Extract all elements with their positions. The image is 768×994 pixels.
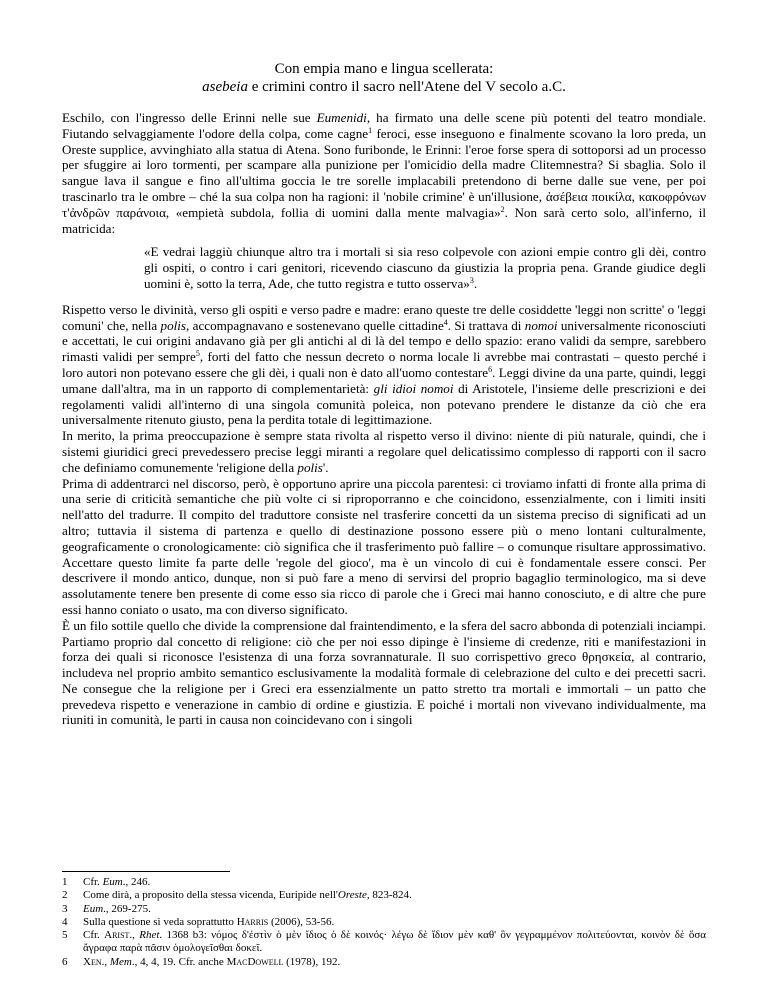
footnote-run: Come dirà, a proposito della stessa vicenda, Euripide nell' <box>83 889 338 902</box>
footnote-number: 4 <box>62 915 68 928</box>
text-run: di Aristotele, l'insieme delle prescrizioni e dei regolamenti validi all'interno di una singola comunità poleica, non potevano prendere le distanze da ciò che era universalmente ritenuto giusto, pena la perdita totale di legittimazione. <box>62 380 706 428</box>
footnote-item <box>62 929 706 956</box>
footnote-separator <box>62 871 230 872</box>
text-run: In merito, la prima preoccupazione è sempre stata rivolta al rispetto verso il divino: niente di più naturale, quindi, che i sistemi giuridici greci prevedessero precise leggi miranti a regolare quel delicatissimo complesso di rapporti con il sacro che definiamo comunemente 'religione della <box>62 428 706 475</box>
footnote-ref[interactable]: 3 <box>469 275 474 285</box>
document-title <box>62 60 706 96</box>
footnote-run: Cfr. <box>83 929 105 942</box>
footnote-run: Arist <box>104 929 130 942</box>
footnote-text <box>83 956 706 969</box>
footnote-run: Sulla questione si veda soprattutto <box>83 915 237 928</box>
footnote-run: ., 246. <box>122 876 151 888</box>
paragraph-5: È un filo sottile quello che divide la comprensione dal fraintendimento, e la sfera del sacro abbonda di potenziali inciampi. Partiamo proprio dal concetto di religione: ciò che per noi esso dipinge è l'insieme di credenze, riti e manifestazioni in forza dei quali si riconosce l'esistenza di una forza sovrannaturale. Il suo corrispettivo greco θρησκεία, al contrario, includeva nel proprio ambito semantico esclusivamente la modalità formale di celebrazione del culto e dei precetti sacri. Ne consegue che la religione per i Greci era essenzialmente un patto stretto tra mortali e immortali – un patto che prevedeva rispetto e venerazione in cambio di ordine e giustizia. E poiché i mortali non vivevano individualmente, ma riuniti in comunità, le parti in causa non coincidevano con i singoli <box>62 617 706 728</box>
footnote-number: 5 <box>62 929 68 942</box>
italic-run: polis <box>160 317 187 333</box>
paragraph-4: Prima di addentrarci nel discorso, però, è opportuno aprire una piccola parentesi: ci troviamo infatti di fronte alla prima di una serie di criticità semantiche che più volte ci si riproporranno e che coincidono, essenzialmente, con i limiti insiti nell'atto del tradurre. Il compito del traduttore consiste nel trasferire concetti da un sistema preciso di significati ad un altro; tuttavia il sistema di partenza e quello di destinazione possono essere più o meno lontani culturalmente, geograficamente o cronologicamente: ciò significa che il trasferimento può fallire – o comunque risultare approssimativo. Accettare questo limite fa parte delle 'regole del gioco', ma è un vincolo di cui è fondamentale essere consci. Per descrivere il mondo antico, dunque, non si può fare a meno di servirsi del proprio bagaglio terminologico, ma si deve assolutamente tenere ben presente di come esso sia ricco di parole che i Greci mai hanno conosciuto, e di altre che pure essi hanno coniato o usato, ma con diverso significato. <box>62 475 706 617</box>
footnote-run: Eum <box>102 876 123 888</box>
title-line-1: Con empia mano e lingua scellerata: <box>274 61 494 77</box>
footnote-run: , 823-824. <box>366 889 412 902</box>
paragraph-2 <box>62 302 706 428</box>
footnote-run: (2006), 53-56. <box>268 915 335 928</box>
italic-run: gli idioi nomoi <box>373 380 454 396</box>
paragraph-3 <box>62 428 706 475</box>
footnote-run: ., <box>129 929 140 942</box>
footnote-ref[interactable]: 4 <box>443 317 448 327</box>
footnote-number: 1 <box>62 876 68 888</box>
text-run: '. <box>322 459 329 475</box>
text-run: . <box>473 275 478 291</box>
footnote-run: Harris <box>236 915 269 928</box>
text-run: . Leggi divine da una parte, quindi, leggi umane dall'altra, ma in un rapporto di complementarietà: <box>62 364 706 396</box>
footnote-text <box>83 903 706 916</box>
footnote-text <box>83 876 706 889</box>
footnote-ref[interactable]: 1 <box>368 125 373 135</box>
footnote-run: Eum <box>83 902 104 915</box>
italic-run: nomoi <box>524 317 558 333</box>
title-line-2 <box>62 78 706 96</box>
paragraph-1 <box>62 110 706 236</box>
footnote-run: Cfr. <box>83 876 103 888</box>
footnote-item <box>62 903 706 916</box>
footnotes <box>62 876 706 969</box>
text-run: . Si trattava di <box>447 317 525 333</box>
footnote-text <box>83 916 706 929</box>
italic-run: Eumenidi <box>316 110 367 125</box>
footnote-run: . 1368 b3: νόμος δ'ἐστὶν ὁ μὲν ἴδιος ὁ δὲ κοινός· λέγω δὲ ἴδιον μὲν καθ' ὃν γεγραμμένον πολιτεύονται, κοινὸν δὲ ὅσα ἄγραφα παρὰ πᾶσιν ὁμολογεῖσθαι δοκεῖ. <box>83 929 707 955</box>
italic-run: polis <box>297 459 323 475</box>
footnote-ref[interactable]: 6 <box>488 364 493 374</box>
footnote-number: 2 <box>62 889 68 902</box>
footnote-text <box>83 889 706 902</box>
footnote-item <box>62 956 706 969</box>
footnote-ref[interactable]: 5 <box>195 349 200 359</box>
footnote-ref[interactable]: 2 <box>500 204 505 214</box>
footnote-run: Rhet <box>139 929 160 942</box>
footnote-run: Oreste <box>337 889 367 902</box>
text-run: Eschilo, con l'ingresso delle Erinni nelle sue <box>62 110 317 125</box>
text-run: Rispetto verso le divinità, verso gli ospiti e verso padre e madre: erano queste tre delle cosiddette 'leggi non scritte' o 'leggi comuni' che, nella <box>62 301 706 333</box>
footnote-run: ., <box>101 955 110 968</box>
text-run: , ha firmato una delle scene più potenti del teatro mondiale. Fiutando selvaggiamente l'odore della colpa, come cagne <box>62 110 706 141</box>
text-run: , forti del fatto che nessun decreto o norma locale li avrebbe mai contrastati – questo perché i loro autori non potevano essere che gli dèi, i quali non è dato all'uomo contestare <box>62 349 706 380</box>
text-run: , accompagnavano e sostenevano quelle cittadine <box>186 317 444 333</box>
footnote-run: Xen <box>83 955 102 968</box>
footnote-run: ., 4, 4, 19. Cfr. anche <box>131 955 227 968</box>
text-run: . Non sarà certo solo, all'inferno, il matricida: <box>62 204 706 236</box>
footnote-number: 6 <box>62 955 68 968</box>
quote-text: «E vedrai laggiù chiunque altro tra i mortali si sia reso colpevole con azioni empie contro gli dèi, contro gli ospiti, o contro i cari genitori, ricevendo ciascuno da giustizia la propria pena. Grande giudice degli uomini è, sotto la terra, Ade, che tutto registra e tutto osserva» <box>144 244 706 291</box>
title-line-2-rest: e crimini contro il sacro nell'Atene del V secolo a.C. <box>247 79 566 95</box>
footnote-text <box>83 929 706 956</box>
footnote-item <box>62 889 706 902</box>
footnote-number: 3 <box>62 902 68 915</box>
footnote-item <box>62 916 706 929</box>
footnote-run: (1978), 192. <box>283 955 341 968</box>
document-body <box>62 110 706 728</box>
document-page <box>62 60 706 728</box>
footnote-item <box>62 876 706 889</box>
title-italic-word: asebeia <box>202 79 248 95</box>
footnote-run: ., 269-275. <box>103 902 151 915</box>
footnote-run: Mem <box>109 955 132 968</box>
footnote-run: MacDowell <box>226 955 284 968</box>
text-run: feroci, esse inseguono e finalmente scovano la loro preda, un Oreste supplice, avvinghiato alla statua di Atena. Sono furibonde, le Erinni: l'eroe forse spera di sottoporsi ad un processo per sfuggire ai loro tormenti, per scampare alla punizione per l'omicidio della madre Clitemnestra? Si sbaglia. Solo il sangue lava il sangue e fino all'ultima goccia le tre sorelle implacabili pretendono di berne dalle sue vene, per poi trascinarlo tra le ombre – ché la sua colpa non ha ragioni: il 'nobile crimine' è un'illusione, ἀσέβεια ποικίλα, κακοφρόνων τ'ἀνδρῶν παράνοια, «empietà subdola, follia di uomini dalla mente malvagia» <box>62 125 707 220</box>
text-run: universalmente riconosciuti e accettati, le cui origini andavano già per gli antichi al di là del tempo e dello spazio: erano validi da sempre, sarebbero rimasti validi per sempre <box>62 317 706 365</box>
block-quote <box>144 244 706 291</box>
